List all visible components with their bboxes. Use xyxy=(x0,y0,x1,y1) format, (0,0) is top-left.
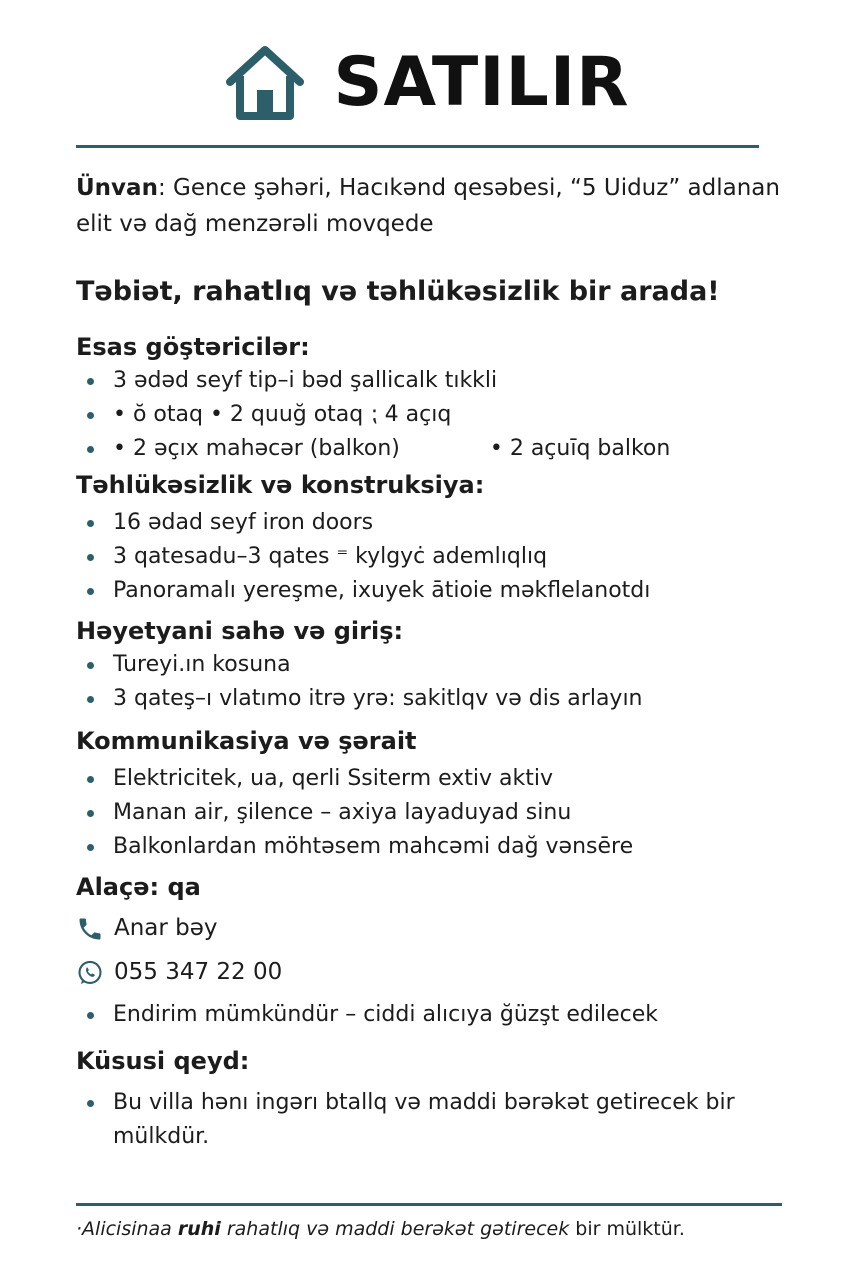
section-title-xususi: Küsusi qeyd: xyxy=(76,1047,250,1075)
footer-bold: ruhi xyxy=(177,1218,221,1240)
list-item xyxy=(76,432,796,466)
list-kommunikasiya xyxy=(76,762,796,864)
footer-tail: bir mülktür. xyxy=(575,1218,685,1240)
list-item-text-second: • 2 açuīq balkon xyxy=(489,436,671,461)
list-item: 3 qateş–ı vlatımo itrə yrə: sakitlqv və dis arlayın xyxy=(76,682,796,716)
section-heyetyani xyxy=(76,614,796,716)
list-xususi xyxy=(76,1086,796,1154)
list-item: • ŏ otaq • 2 quuğ otaq ⁏ 4 açıq xyxy=(76,398,796,432)
contact-phone[interactable]: 055 347 22 00 xyxy=(114,959,283,985)
bottom-divider xyxy=(76,1203,782,1206)
contact-phone-row[interactable] xyxy=(76,950,796,994)
footer-rest: rahatlıq və maddi berəkət gətirecek xyxy=(220,1218,576,1240)
list-item: Balkonlardan möhtəsem mahcəmi dağ vənsēre xyxy=(76,830,796,864)
address xyxy=(76,170,796,242)
list-item: Endirim mümkündür – ciddi alıcıya ğüzşt edilecek xyxy=(76,998,796,1032)
whatsapp-icon xyxy=(76,958,104,986)
list-item: 16 ədad seyf iron doors xyxy=(76,506,796,540)
address-text: : Gence şəhəri, Hacıkənd qesəbesi, “5 Uiduz” adlanan elit və dağ menzərəli movqede xyxy=(76,175,780,237)
section-kommunikasiya xyxy=(76,724,796,864)
section-title-heyetyani: Həyetyani sahə və giriş: xyxy=(76,617,404,645)
header xyxy=(0,40,853,126)
address-label: Ünvan xyxy=(76,175,158,201)
list-item: 3 qatesadu–3 qates ⁼ kylgyċ ademlıqlıq xyxy=(76,540,796,574)
section-alaqa xyxy=(76,870,796,1032)
list-item-text: • 2 əçıx mahəcər (balkon) xyxy=(113,436,400,461)
section-title-tehlukesizlik: Təhlükəsizlik və konstruksiya: xyxy=(76,471,485,499)
contact-name: Anar bəy xyxy=(114,915,218,941)
footer-lead: ·Alicisinaa xyxy=(76,1218,178,1240)
section-tehlukesizlik xyxy=(76,468,796,608)
phone-icon xyxy=(76,914,104,942)
list-item: Manan air, şilence – axiya layaduyad sinu xyxy=(76,796,796,830)
footer-note xyxy=(76,1215,796,1243)
page-title: SATILIR xyxy=(333,43,630,122)
contact-name-row xyxy=(76,906,796,950)
tagline: Təbiət, rahatlıq və təhlükəsizlik bir arada! xyxy=(76,276,720,307)
list-heyetyani xyxy=(76,648,796,716)
list-item: 3 ədəd seyf tip–i bəd şallicalk tıkkli xyxy=(76,364,796,398)
section-xususi xyxy=(76,1044,796,1154)
list-alaqa xyxy=(76,998,796,1032)
section-title-kommunikasiya: Kommunikasiya və şərait xyxy=(76,727,417,755)
main-content xyxy=(76,170,796,1154)
list-item: Panoramalı yereşme, ixuyek ātioie məkflelanotdı xyxy=(76,574,796,608)
list-esas xyxy=(76,364,796,466)
list-item: Bu villa hənı ingərı btallq və maddi bərəkət getirecek bir mülkdür. xyxy=(76,1086,793,1154)
list-item: Elektricitek, ua, qerli Ssiterm extiv aktiv xyxy=(76,762,796,796)
top-divider xyxy=(76,145,759,148)
section-esas xyxy=(76,330,796,466)
house-icon xyxy=(224,42,306,124)
section-title-alaqa: Alaçə: qa xyxy=(76,873,201,901)
list-tehlukesizlik xyxy=(76,506,796,608)
list-item: Tureyi.ın kosuna xyxy=(76,648,796,682)
section-title-esas: Esas göştəricilər: xyxy=(76,333,310,361)
